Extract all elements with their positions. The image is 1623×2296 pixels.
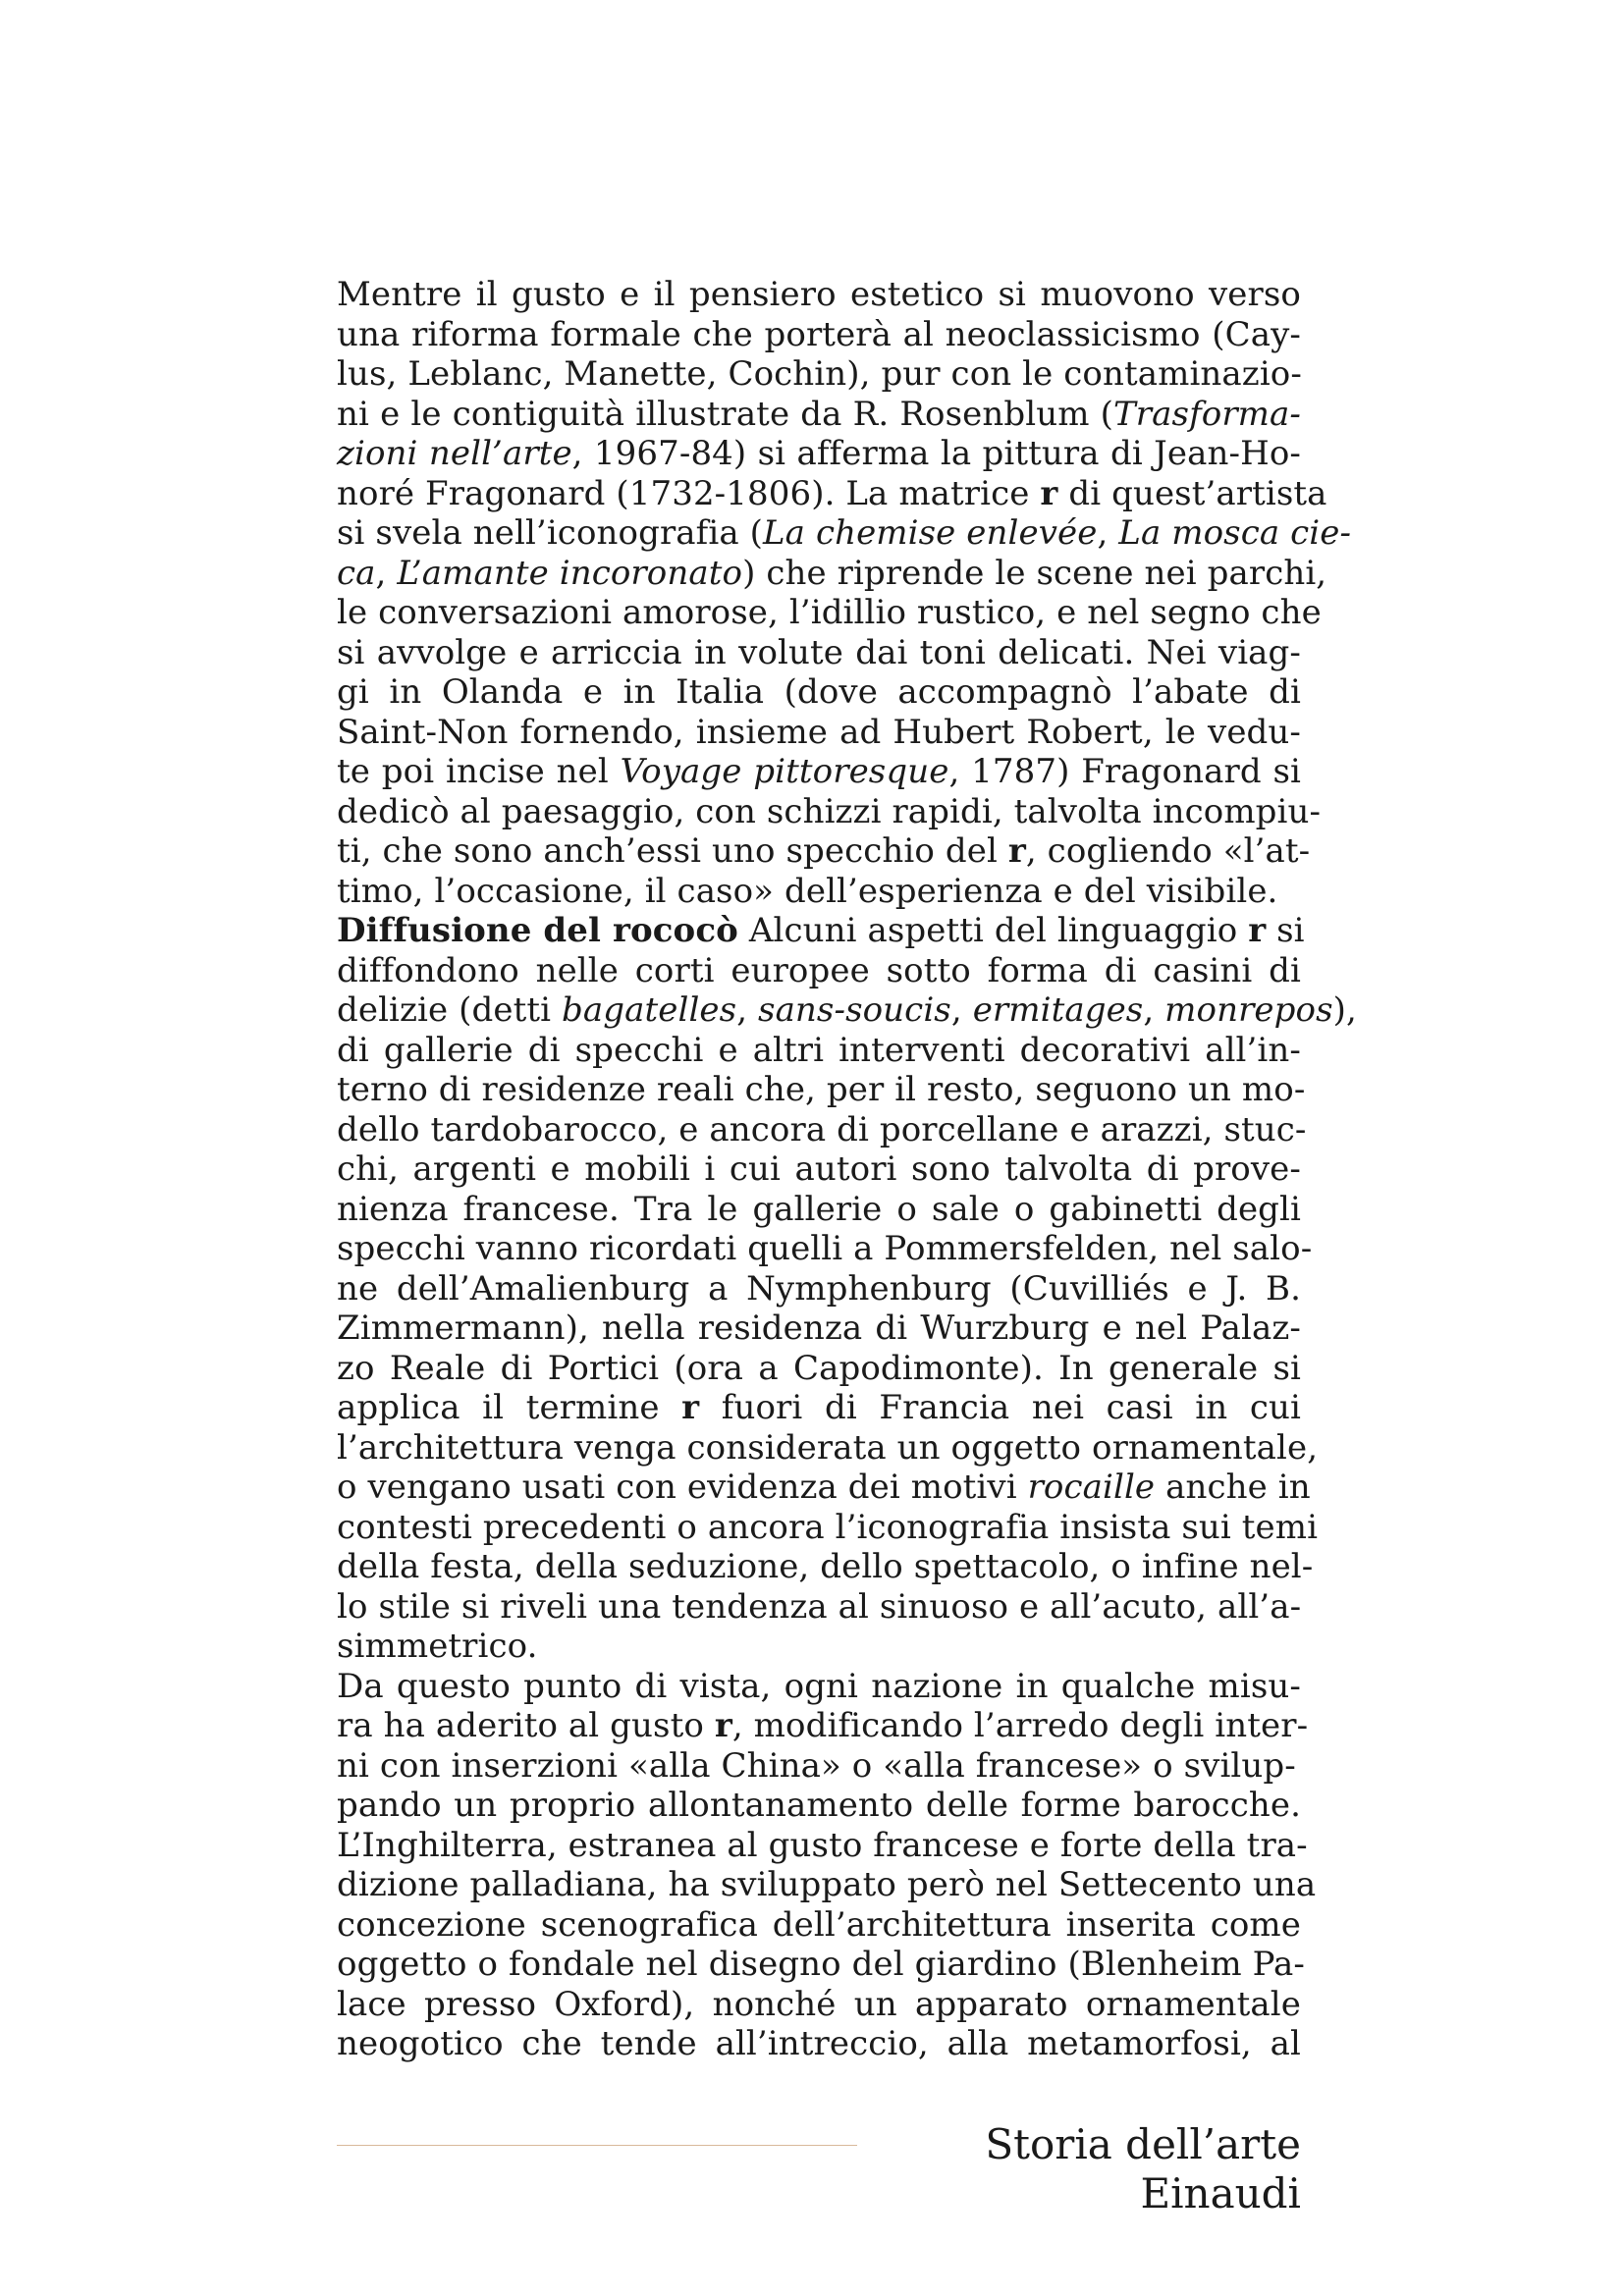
text-line <box>337 1985 1301 2025</box>
text-run: dizione palladiana, ha sviluppato però nel Settecento una <box>337 1865 1317 1904</box>
text-line <box>337 315 1301 355</box>
text-line <box>337 1427 1319 1468</box>
text-line <box>337 1706 1309 1746</box>
italic-text: ca <box>337 553 376 593</box>
text-run: zo Reale di Portici (ora a Capodimonte). In generale si <box>337 1348 1301 1388</box>
text-line <box>337 1190 1301 1230</box>
body-text <box>337 275 1357 2064</box>
text-run: di quest’artista <box>1057 473 1327 513</box>
text-line <box>337 713 1301 753</box>
text-run: ni e le contiguità illustrate da R. Rosenblum ( <box>337 394 1114 434</box>
text-line <box>337 1468 1311 1508</box>
text-line <box>337 354 1301 395</box>
text-line <box>337 1229 1313 1269</box>
text-run: nienza francese. Tra le gallerie o sale o gabinetti degli <box>337 1189 1301 1229</box>
text-line <box>337 1070 1306 1110</box>
italic-text: La chemise enlevée <box>762 513 1098 553</box>
text-run: ti, che sono anch’essi uno specchio del <box>337 831 1008 871</box>
bold-text: Diffusione del rococò <box>337 911 738 950</box>
text-run: concezione scenografica dell’architettura inserita come <box>337 1904 1301 1945</box>
italic-text: Voyage pittoresque <box>620 752 949 791</box>
text-run: specchi vanno ricordati quelli a Pommersfelden, nel salo- <box>337 1229 1313 1268</box>
text-run: fuori di Francia nei casi in cui <box>699 1388 1301 1427</box>
italic-text: La mosca cie- <box>1118 513 1352 553</box>
text-run: lace presso Oxford), nonché un apparato ornamentale <box>337 1984 1301 2024</box>
text-run: Saint-Non fornendo, insieme ad Hubert Robert, le vedu- <box>337 712 1301 752</box>
text-line <box>337 872 1301 912</box>
text-run: delizie (detti <box>337 990 563 1030</box>
text-line <box>337 1746 1301 1787</box>
bold-text: r <box>1007 831 1026 871</box>
text-line <box>337 1786 1301 1826</box>
text-line <box>337 1388 1301 1428</box>
text-run: diffondono nelle corti europee sotto forma di casini di <box>337 950 1301 990</box>
text-run: timo, l’occasione, il caso» dell’esperienza e del visibile. <box>337 871 1278 911</box>
text-run: l’architettura venga considerata un oggetto ornamentale, <box>337 1427 1319 1468</box>
text-line <box>337 434 1301 474</box>
text-run: , <box>1143 990 1165 1030</box>
text-run: Zimmermann), nella residenza di Wurzburg e nel Palaz- <box>337 1308 1301 1348</box>
text-run: applica il termine <box>337 1388 682 1427</box>
text-line <box>337 1627 1301 1667</box>
text-run: oggetto o fondale nel disegno del giardino (Blenheim Pa- <box>337 1945 1305 1984</box>
text-line <box>337 911 1305 951</box>
text-run: una riforma formale che porterà al neoclassicismo (Cay- <box>337 314 1301 354</box>
text-line <box>337 1547 1314 1587</box>
text-line <box>337 553 1327 594</box>
bold-text: r <box>1248 911 1267 950</box>
text-run: lo stile si riveli una tendenza al sinuoso e all’acuto, all’a- <box>337 1586 1302 1627</box>
italic-text: zioni nell’arte <box>337 434 572 473</box>
text-run: si avvolge e arriccia in volute dai toni delicati. Nei viag- <box>337 632 1301 672</box>
bold-text: r <box>714 1706 732 1745</box>
bold-text: r <box>1040 473 1058 513</box>
text-run: della festa, della seduzione, dello spettacolo, o infine nel- <box>337 1547 1314 1586</box>
text-line <box>337 1667 1301 1707</box>
text-run: ne dell’Amalienburg a Nymphenburg (Cuvilliés e J. B. <box>337 1268 1301 1308</box>
text-run: contesti precedenti o ancora l’iconografia insista sui temi <box>337 1507 1319 1547</box>
text-run: ni con inserzioni «alla China» o «alla francese» o svilup- <box>337 1745 1296 1786</box>
text-line <box>337 633 1301 673</box>
italic-text: Trasforma- <box>1113 394 1301 434</box>
text-run: noré Fragonard (1732-1806). La matrice <box>337 473 1041 513</box>
text-run: ra ha aderito al gusto <box>337 1706 715 1745</box>
footer-title: Storia dell’arte Einaudi <box>985 2120 1301 2217</box>
text-run: , <box>375 553 398 593</box>
text-run: , 1967-84) si afferma la pittura di Jean-Ho- <box>571 434 1301 473</box>
text-line <box>337 1507 1319 1548</box>
text-run: Alcuni aspetti del linguaggio <box>737 911 1249 950</box>
footer-rule <box>337 2145 857 2146</box>
text-run: , <box>950 990 973 1030</box>
text-run: o vengano usati con evidenza dei motivi <box>337 1468 1028 1507</box>
italic-text: bagatelles <box>562 990 737 1030</box>
italic-text: rocaille <box>1027 1468 1156 1507</box>
text-line <box>337 951 1301 991</box>
text-line <box>337 1031 1301 1071</box>
text-run: le conversazioni amorose, l’idillio rustico, e nel segno che <box>337 593 1322 632</box>
text-line <box>337 2024 1301 2064</box>
text-line <box>337 593 1322 633</box>
text-run: dedicò al paesaggio, con schizzi rapidi, talvolta incompiu- <box>337 791 1322 831</box>
text-run: si <box>1266 911 1305 950</box>
text-run: L’Inghilterra, estranea al gusto francese e forte della tra- <box>337 1825 1308 1865</box>
text-line <box>337 1825 1308 1866</box>
text-line <box>337 831 1311 872</box>
text-run: di gallerie di specchi e altri interventi decorativi all’in- <box>337 1030 1301 1070</box>
text-run: terno di residenze reali che, per il resto, seguono un mo- <box>337 1070 1306 1109</box>
italic-text: sans-soucis <box>758 990 951 1030</box>
text-line <box>337 1349 1301 1389</box>
text-line <box>337 1109 1307 1150</box>
text-run: si svela nell’iconografia ( <box>337 513 763 553</box>
text-run: gi in Olanda e in Italia (dove accompagnò l’abate di <box>337 672 1301 712</box>
text-line <box>337 395 1301 435</box>
text-run: , 1787) Fragonard si <box>948 752 1301 791</box>
text-line <box>337 1308 1301 1349</box>
text-run: simmetrico. <box>337 1627 538 1666</box>
bold-text: r <box>681 1388 700 1427</box>
text-line <box>337 672 1301 713</box>
text-run: , <box>1097 513 1119 553</box>
text-line <box>337 752 1301 792</box>
text-line <box>337 1149 1301 1190</box>
text-run: pando un proprio allontanamento delle forme barocche. <box>337 1786 1301 1825</box>
text-run: ) che riprende le scene nei parchi, <box>742 553 1327 593</box>
text-run: chi, argenti e mobili i cui autori sono talvolta di prove- <box>337 1149 1301 1189</box>
text-line <box>337 791 1322 832</box>
text-line <box>337 275 1301 315</box>
text-run: anche in <box>1155 1468 1311 1507</box>
text-line <box>337 1269 1301 1309</box>
italic-text: monrepos <box>1164 990 1333 1030</box>
text-line <box>337 1905 1301 1946</box>
text-run: ), <box>1332 990 1357 1030</box>
text-run: , cogliendo «l’at- <box>1025 831 1311 871</box>
text-line <box>337 473 1327 514</box>
text-line <box>337 990 1357 1031</box>
text-line <box>337 513 1352 554</box>
text-run: dello tardobarocco, e ancora di porcellane e arazzi, stuc- <box>337 1109 1307 1149</box>
text-line <box>337 1587 1301 1628</box>
text-line <box>337 1865 1317 1905</box>
text-run: neogotico che tende all’intreccio, alla metamorfosi, al <box>337 2024 1301 2063</box>
italic-text: ermitages <box>972 990 1144 1030</box>
text-run: , modificando l’arredo degli inter- <box>731 1706 1309 1745</box>
text-run: te poi incise nel <box>337 752 621 791</box>
text-run: Da questo punto di vista, ogni nazione in qualche misu- <box>337 1666 1301 1706</box>
text-run: Mentre il gusto e il pensiero estetico si muovono verso <box>337 275 1301 314</box>
text-line <box>337 1945 1305 1985</box>
italic-text: L’amante incoronato <box>397 553 743 593</box>
text-run: lus, Leblanc, Manette, Cochin), pur con le contaminazio- <box>337 354 1302 394</box>
text-run: , <box>736 990 759 1030</box>
